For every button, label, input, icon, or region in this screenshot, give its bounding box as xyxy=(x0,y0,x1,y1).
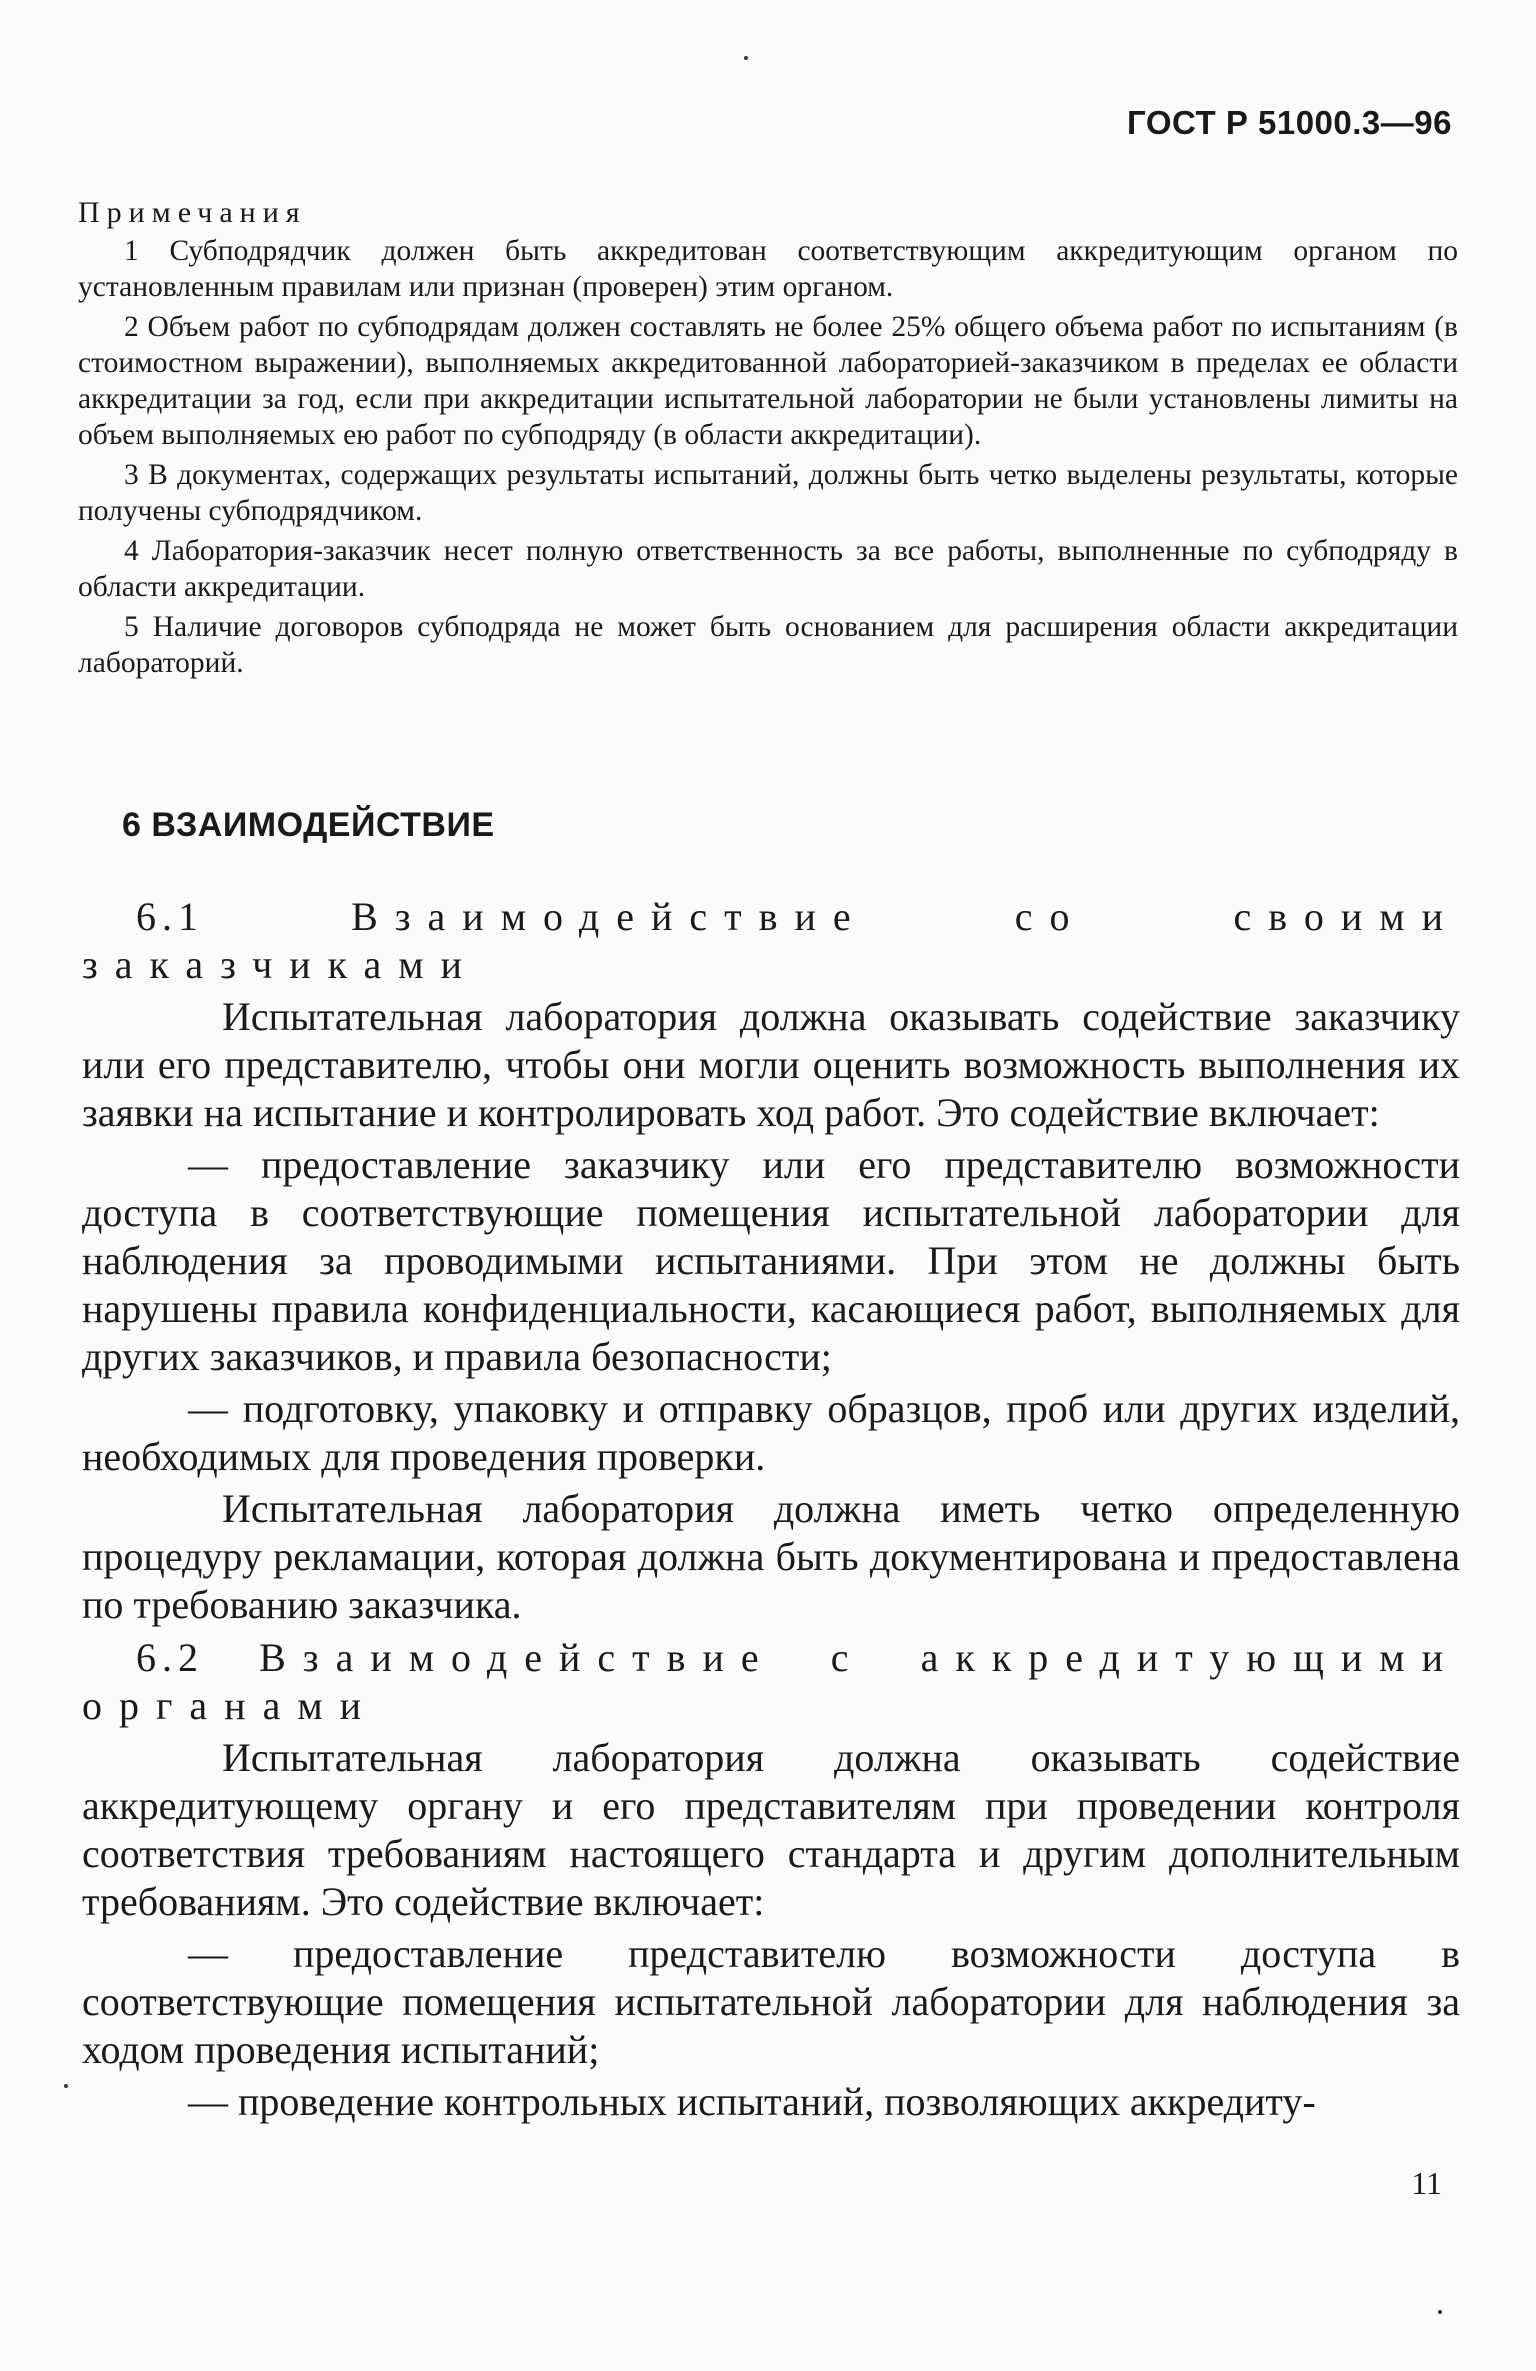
notes-title: Примечания xyxy=(78,196,307,229)
note-item: 4 Лаборатория-заказчик несет полную ответственность за все работы, выполненные по субподряду в области аккредитации. xyxy=(78,535,1458,603)
note-item: 3 В документах, содержащих результаты испытаний, должны быть четко выделены результаты, которые получены субподрядчиком. xyxy=(78,459,1458,527)
scan-speck xyxy=(1438,2310,1442,2314)
document-header: ГОСТ Р 51000.3—96 xyxy=(1127,104,1452,141)
section-heading: 6 ВЗАИМОДЕЙСТВИЕ xyxy=(122,806,495,844)
scan-speck xyxy=(744,56,748,60)
subsection-number: 6.1 xyxy=(136,894,204,939)
dash-item: — предоставление заказчику или его представителю возможности доступа в соответствующие помещения испытательной лаборатории для наблюдения за проводимыми испытаниями. При этом не должны быть нарушены правила конфиденциальности, касающиеся работ, выполняемых для других заказчиков, и правила безопасности; xyxy=(82,1142,1460,1379)
dash-item: — проведение контрольных испытаний, позволяющих аккредиту- xyxy=(188,2079,1316,2124)
dash-item: — подготовку, упаковку и отправку образцов, проб или других изделий, необходимых для проведения проверки. xyxy=(82,1386,1460,1479)
subsection-6-1 xyxy=(82,893,1460,1633)
subsection-number: 6.2 xyxy=(136,1635,204,1680)
note-item: 1 Субподрядчик должен быть аккредитован соответствующим аккредитующим органом по установленным правилам или признан (проверен) этим органом. xyxy=(78,235,1458,303)
subsection-title-text: Взаимодействие со своими заказчиками xyxy=(82,894,1461,987)
paragraph: Испытательная лаборатория должна иметь четко определенную процедуру рекламации, которая должна быть документирована и предоставлена по требованию заказчика. xyxy=(82,1486,1460,1627)
note-item: 2 Объем работ по субподрядам должен составлять не более 25% общего объема работ по испытаниям (в стоимостном выражении), выполняемых аккредитованной лабораторией-заказчиком в пределах ее области аккредитации за год, если при аккредитации испытательной лаборатории не были установлены лимиты на объем выполняемых ею работ по субподряду (в области аккредитации). xyxy=(78,311,1458,451)
paragraph: Испытательная лаборатория должна оказывать содействие заказчику или его представителю, чтобы они могли оценить возможность выполнения их заявки на испытание и контролировать ход работ. Это содействие включает: xyxy=(82,994,1460,1135)
dash-item: — предоставление представителю возможности доступа в соответствующие помещения испытательной лаборатории для наблюдения за ходом проведения испытаний; xyxy=(82,1931,1460,2072)
notes-block xyxy=(78,195,1458,685)
paragraph: Испытательная лаборатория должна оказывать содействие аккредитующему органу и его представителям при проведении контроля соответствия требованиям настоящего стандарта и другим дополнительным требованиям. Это содействие включает: xyxy=(82,1735,1460,1924)
subsection-title-text: Взаимодействие с аккредитующими органами xyxy=(82,1635,1460,1728)
subsection-title xyxy=(82,1634,1460,1730)
note-item: 5 Наличие договоров субподряда не может быть основанием для расширения области аккредитации лабораторий. xyxy=(78,611,1458,679)
subsection-6-2 xyxy=(82,1634,1460,2130)
subsection-title xyxy=(82,893,1460,989)
page-number: 11 xyxy=(1411,2165,1442,2201)
scan-speck xyxy=(64,2084,68,2088)
